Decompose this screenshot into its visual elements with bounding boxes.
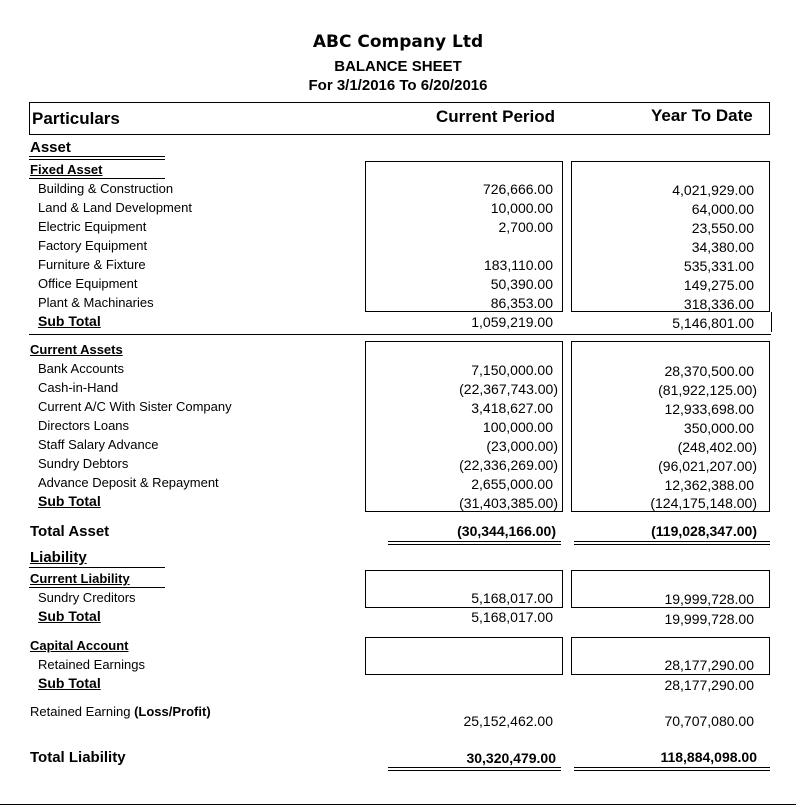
row-ytd: 4,021,929.00 <box>672 182 754 198</box>
row-current: 3,418,627.00 <box>471 400 553 416</box>
underline-rule <box>29 587 165 588</box>
total-asset-ytd: (119,028,347.00) <box>651 523 757 539</box>
total-underline <box>574 767 770 768</box>
total-underline <box>574 770 770 771</box>
row-label: Cash-in-Hand <box>38 380 119 395</box>
row-label: Factory Equipment <box>38 238 148 253</box>
fixed-subtotal-ytd: 5,146,801.00 <box>672 315 754 331</box>
row-ytd: (248,402.00) <box>677 439 757 455</box>
row-label: Staff Salary Advance <box>38 437 159 452</box>
underline-rule <box>29 178 165 179</box>
total-underline <box>388 544 561 545</box>
row-current: 5,168,017.00 <box>471 590 553 606</box>
retained-earning-current: 25,152,462.00 <box>463 713 553 729</box>
capital-subtotal-ytd: 28,177,290.00 <box>664 677 754 693</box>
total-liability-label: Total Liability <box>30 749 126 766</box>
current-assets-subtotal-current: (31,403,385.00) <box>459 495 558 511</box>
column-rule <box>771 312 772 332</box>
column-year-to-date: Year To Date <box>651 106 753 125</box>
row-current: 183,110.00 <box>483 257 553 273</box>
row-label: Directors Loans <box>38 418 130 433</box>
current-assets-subtotal-label: Sub Total <box>38 493 101 509</box>
capital-current-box <box>365 637 563 675</box>
row-current: 86,353.00 <box>490 295 553 311</box>
row-current: 50,390.00 <box>490 276 553 292</box>
row-ytd: 12,933,698.00 <box>664 401 754 417</box>
row-current: 726,666.00 <box>482 181 553 197</box>
row-current: 2,700.00 <box>498 219 553 235</box>
row-ytd: 23,550.00 <box>691 220 754 236</box>
row-ytd: 28,177,290.00 <box>664 657 754 673</box>
total-asset-current: (30,344,166.00) <box>457 523 556 539</box>
row-label: Advance Deposit & Repayment <box>38 475 219 490</box>
row-current: (22,367,743.00) <box>459 381 558 397</box>
total-underline <box>574 544 770 545</box>
row-label: Land & Land Development <box>38 200 192 215</box>
separator-line <box>29 334 771 335</box>
total-liability-current: 30,320,479.00 <box>466 750 556 766</box>
total-liability-ytd: 118,884,098.00 <box>660 749 757 765</box>
row-current: 10,000.00 <box>490 200 553 216</box>
row-ytd: (81,922,125.00) <box>658 382 757 398</box>
row-current: 2,655,000.00 <box>471 476 553 492</box>
row-label: Furniture & Fixture <box>38 257 146 272</box>
fixed-subtotal-label: Sub Total <box>38 313 101 329</box>
current-liability-subtotal-ytd: 19,999,728.00 <box>664 611 754 627</box>
row-label: Electric Equipment <box>38 219 147 234</box>
row-label: Current A/C With Sister Company <box>38 399 232 414</box>
row-ytd: 28,370,500.00 <box>664 363 754 379</box>
retained-earning-label <box>30 704 211 719</box>
row-ytd: (96,021,207.00) <box>658 458 757 474</box>
retained-earning-text: Retained Earning <box>30 704 131 719</box>
bottom-rule <box>0 804 796 805</box>
row-ytd: 64,000.00 <box>691 201 754 217</box>
current-assets-heading: Current Assets <box>30 342 123 357</box>
capital-account-heading: Capital Account <box>30 638 129 653</box>
total-asset-label: Total Asset <box>30 523 110 540</box>
total-underline <box>388 770 561 771</box>
report-period: For 3/1/2016 To 6/20/2016 <box>308 77 488 94</box>
underline-rule <box>29 156 165 157</box>
total-underline <box>388 541 561 542</box>
row-ytd: 535,331.00 <box>683 258 754 274</box>
row-label: Sundry Debtors <box>38 456 129 471</box>
underline-rule <box>29 159 165 160</box>
current-assets-subtotal-ytd: (124,175,148.00) <box>650 495 757 511</box>
total-underline <box>388 767 561 768</box>
current-liability-subtotal-label: Sub Total <box>38 608 101 624</box>
retained-earning-ytd: 70,707,080.00 <box>664 713 754 729</box>
asset-heading: Asset <box>30 139 71 156</box>
report-title: BALANCE SHEET <box>334 58 462 75</box>
row-ytd: 149,275.00 <box>683 277 754 293</box>
company-name: ABC Company Ltd <box>312 32 484 52</box>
row-current: 7,150,000.00 <box>471 362 553 378</box>
row-label: Sundry Creditors <box>38 590 136 605</box>
underline-rule <box>29 567 165 568</box>
column-particulars: Particulars <box>32 109 120 128</box>
row-ytd: 318,336.00 <box>683 296 754 312</box>
capital-subtotal-label: Sub Total <box>38 675 101 691</box>
row-ytd: 12,362,388.00 <box>664 477 754 493</box>
row-label: Retained Earnings <box>38 657 145 672</box>
current-liability-subtotal-current: 5,168,017.00 <box>471 609 553 625</box>
row-current: (22,336,269.00) <box>459 457 558 473</box>
retained-earning-suffix: (Loss/Profit) <box>134 704 211 719</box>
column-current-period: Current Period <box>436 107 556 126</box>
total-underline <box>574 541 770 542</box>
fixed-asset-heading: Fixed Asset <box>30 162 103 177</box>
row-label: Bank Accounts <box>38 361 124 376</box>
row-label: Office Equipment <box>38 276 138 291</box>
row-label: Building & Construction <box>38 181 174 196</box>
row-ytd: 34,380.00 <box>691 239 754 255</box>
row-ytd: 350,000.00 <box>683 420 754 436</box>
row-label: Plant & Machinaries <box>38 295 154 310</box>
liability-heading: Liability <box>30 549 87 566</box>
row-current: (23,000.00) <box>486 438 558 454</box>
fixed-subtotal-current: 1,059,219.00 <box>471 314 553 330</box>
current-liability-heading: Current Liability <box>30 571 130 586</box>
row-ytd: 19,999,728.00 <box>664 591 754 607</box>
row-current: 100,000.00 <box>482 419 553 435</box>
